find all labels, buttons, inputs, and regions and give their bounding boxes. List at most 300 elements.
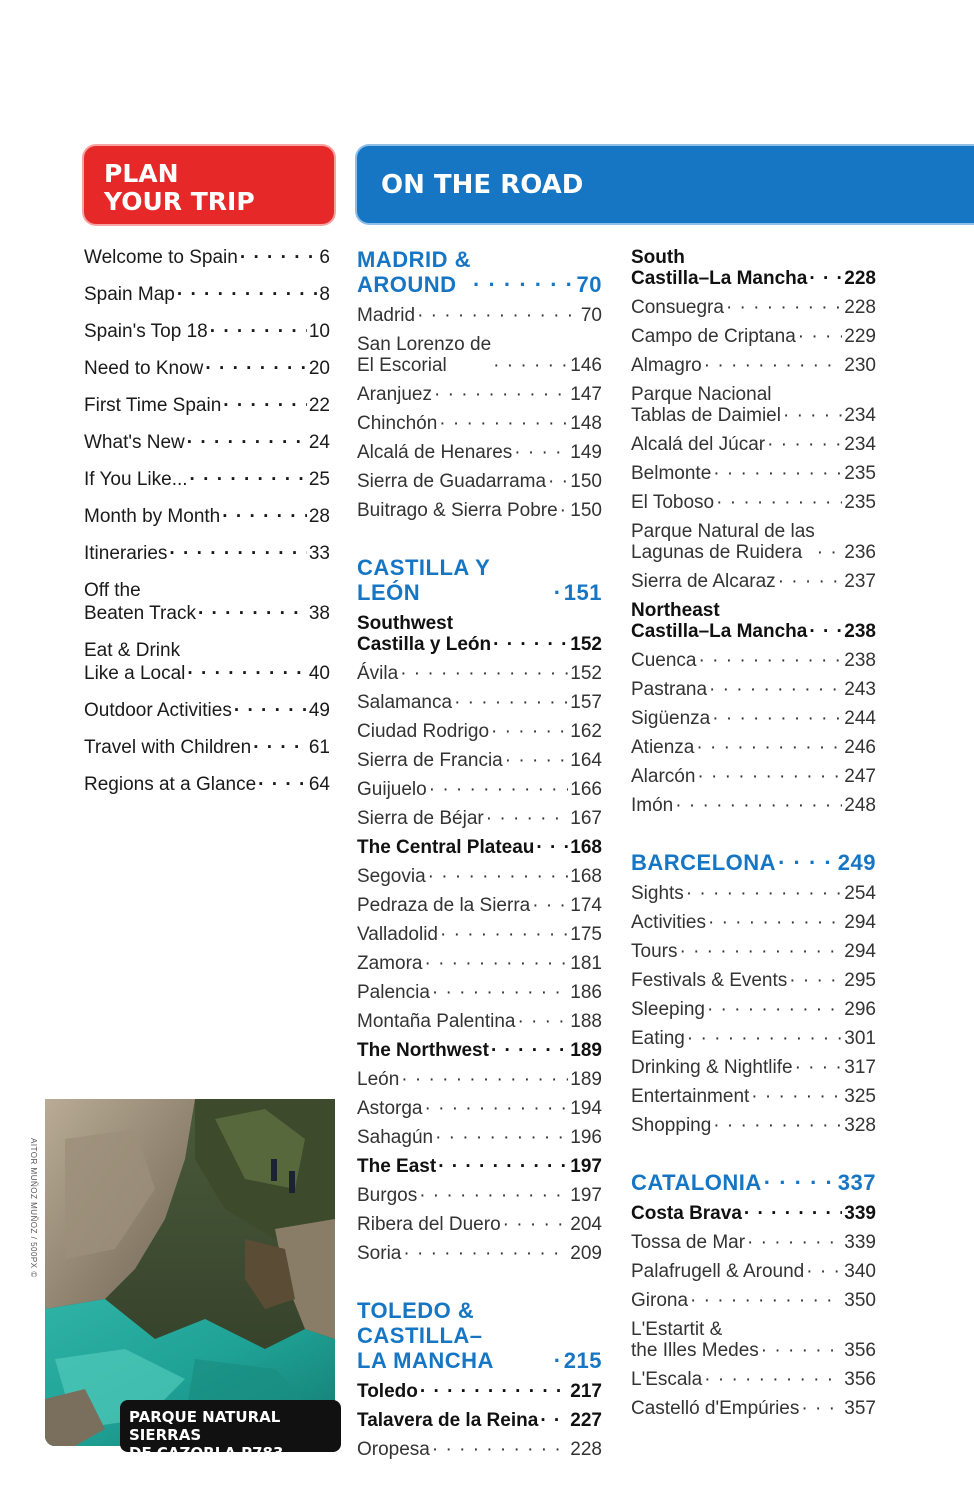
toc-entry[interactable] [357,982,602,1003]
toc-entry-label: Montaña Palentina [357,1011,516,1032]
dot-leader [514,442,568,463]
plan-your-trip-banner: PLAN YOUR TRIP [84,146,334,224]
toc-entry-page: 296 [844,999,876,1020]
toc-entry-page: 244 [844,708,876,729]
toc-entry[interactable] [357,334,602,376]
dot-leader [438,1156,568,1177]
dot-leader [187,662,306,685]
dot-leader [712,708,842,729]
toc-entry-label: First Time Spain [84,395,222,416]
dot-leader [548,471,568,492]
toc-entry[interactable] [357,692,602,713]
section-gap [631,824,876,850]
dot-leader [473,272,575,297]
dot-leader [789,970,842,991]
toc-entry-page: 175 [570,924,602,945]
toc-entry-page: 146 [570,355,602,376]
toc-entry[interactable] [84,736,330,759]
photo-credit: AITOR MUÑOZ MUÑOZ / 500PX © [29,1138,38,1278]
dot-leader [801,1398,842,1419]
toc-entry-label: Parque Nacional Tablas de Daimiel [631,384,781,426]
toc-entry-page: 227 [570,1410,602,1431]
toc-entry-page: 248 [844,795,876,816]
toc-entry[interactable] [631,1398,876,1419]
dot-leader [258,773,307,796]
toc-entry-label: Need to Know [84,358,204,379]
toc-entry-label: Pedraza de la Sierra [357,895,531,916]
toc-entry-label: Ávila [357,663,399,684]
dot-leader [240,246,318,269]
toc-entry[interactable] [357,1040,602,1061]
toc-entry[interactable] [84,246,330,269]
toc-entry-label: Oropesa [357,1439,430,1460]
toc-entry-label: Itineraries [84,543,168,564]
toc-entry[interactable] [357,471,602,492]
toc-entry-label: Almagro [631,355,702,376]
dot-leader [679,941,842,962]
toc-entry-page: 246 [844,737,876,758]
dot-leader [517,1011,568,1032]
dot-leader [435,1127,568,1148]
toc-entry-label: Sigüenza [631,708,711,729]
toc-entry[interactable] [631,795,876,816]
photo-caption: PARQUE NATURAL SIERRAS DE CAZORLA P783 [120,1400,341,1452]
dot-leader [536,837,568,858]
toc-entry[interactable] [84,699,330,722]
toc-entry[interactable] [631,708,876,729]
dot-leader [491,721,568,742]
toc-entry-label: If You Like... [84,469,188,490]
toc-entry-label: Sierra de Alcaraz [631,571,776,592]
toc-entry-label: Pastrana [631,679,708,700]
dot-leader [419,1185,568,1206]
toc-entry[interactable] [357,663,602,684]
toc-entry-page: 234 [844,434,876,455]
dot-leader [493,355,568,376]
toc-entry-page: 235 [844,463,876,484]
section-gap [631,1144,876,1170]
toc-entry-label: Aranjuez [357,384,432,405]
dot-leader [434,384,568,405]
toc-entry-page: 40 [308,663,330,684]
toc-entry-label: Campo de Criptana [631,326,796,347]
toc-entry[interactable] [631,355,876,376]
dot-leader [169,542,306,565]
dot-leader [708,912,842,933]
toc-entry[interactable] [357,721,602,742]
toc-entry-page: 174 [570,895,602,916]
toc-entry-label: San Lorenzo de El Escorial [357,334,492,376]
dot-leader [420,1381,568,1402]
toc-entry-page: 350 [844,1290,876,1311]
toc-entry[interactable] [357,413,602,434]
toc-entry-label: Entertainment [631,1086,750,1107]
dot-leader [554,580,562,605]
dot-leader [817,542,843,563]
toc-entry[interactable] [357,924,602,945]
toc-entry-page: 197 [570,1156,602,1177]
cazorla-river-photo [45,1099,335,1446]
dot-leader [704,355,843,376]
toc-entry[interactable] [357,750,602,771]
dot-leader [744,1203,842,1224]
toc-entry[interactable] [631,600,876,642]
toc-entry[interactable] [631,970,876,991]
dot-leader [540,1410,568,1431]
dot-leader [486,808,569,829]
toc-entry-label: Salamanca [357,692,453,713]
toc-entry[interactable] [357,953,602,974]
dot-leader [675,795,842,816]
toc-entry-label: Palencia [357,982,430,1003]
toc-entry[interactable] [631,766,876,787]
toc-entry[interactable] [84,394,330,417]
toc-entry-label: Buitrago & Sierra Pobre [357,500,558,521]
toc-entry[interactable] [357,1381,602,1402]
toc-entry-page: 357 [844,1398,876,1419]
toc-entry-label: TOLEDO & CASTILLA– LA MANCHA [357,1298,494,1373]
toc-entry-page: 6 [319,247,330,268]
toc-entry[interactable] [357,1069,602,1090]
dot-leader [686,883,842,904]
toc-entry-label: CASTILLA Y LEÓN [357,555,490,605]
toc-entry-page: 243 [844,679,876,700]
toc-entry-label: Madrid [357,305,416,326]
toc-entry[interactable] [631,941,876,962]
toc-entry[interactable] [631,384,876,426]
dot-leader [809,268,842,289]
toc-entry-page: 228 [844,297,876,318]
toc-entry[interactable] [631,571,876,592]
toc-entry[interactable] [357,866,602,887]
toc-entry-page: 228 [570,1439,602,1460]
toc-entry-page: 215 [563,1348,602,1373]
dot-leader [697,766,842,787]
toc-entry-label: Toledo [357,1381,418,1402]
dot-leader [532,895,568,916]
toc-entry-page: 24 [308,432,330,453]
toc-entry-page: 339 [844,1203,876,1224]
toc-entry[interactable] [631,1261,876,1282]
toc-entry[interactable] [357,305,602,326]
toc-entry[interactable] [631,1086,876,1107]
toc-entry[interactable] [631,1369,876,1390]
toc-entry[interactable] [84,579,330,625]
toc-region-heading[interactable] [357,247,602,297]
toc-entry[interactable] [357,1011,602,1032]
toc-entry-page: 238 [844,650,876,671]
toc-entry-page: 254 [844,883,876,904]
toc-entry-label: Sleeping [631,999,705,1020]
toc-entry-label: Consuegra [631,297,724,318]
toc-entry-page: 340 [844,1261,876,1282]
toc-entry[interactable] [631,326,876,347]
toc-entry-page: 356 [844,1369,876,1390]
section-gap [357,1272,602,1298]
toc-entry[interactable] [631,1028,876,1049]
dot-leader [210,320,307,343]
toc-entry[interactable] [357,779,602,800]
toc-entry-page: 61 [308,737,330,758]
toc-entry-page: 188 [570,1011,602,1032]
toc-entry[interactable] [357,808,602,829]
toc-entry[interactable] [84,505,330,528]
toc-region-heading[interactable] [357,1298,602,1373]
toc-entry-page: 152 [570,634,602,655]
toc-entry-page: 229 [844,326,876,347]
toc-entry-page: 197 [570,1185,602,1206]
toc-entry-label: El Toboso [631,492,715,513]
toc-entry-page: 237 [844,571,876,592]
toc-entry-label: The Northwest [357,1040,489,1061]
toc-entry-page: 328 [844,1115,876,1136]
toc-entry[interactable] [357,1410,602,1431]
toc-entry-page: 204 [570,1214,602,1235]
toc-entry[interactable] [631,247,876,289]
toc-entry-label: Alcalá del Júcar [631,434,766,455]
toc-entry[interactable] [357,1098,602,1119]
toc-entry-page: 152 [570,663,602,684]
toc-entry-page: 217 [570,1381,602,1402]
toc-entry-page: 147 [570,384,602,405]
toc-entry[interactable] [84,283,330,306]
toc-entry[interactable] [631,912,876,933]
toc-entry-page: 247 [844,766,876,787]
toc-entry-label: Shopping [631,1115,712,1136]
toc-entry-page: 228 [844,268,876,289]
toc-entry-label: Imón [631,795,674,816]
toc-entry[interactable] [357,1214,602,1235]
toc-entry-label: The Central Plateau [357,837,535,858]
toc-entry-label: Spain Map [84,284,175,305]
dot-leader [761,1340,843,1361]
dot-leader [709,679,842,700]
dot-leader [696,737,842,758]
toc-entry-label: What's New [84,432,185,453]
toc-entry-page: 150 [570,471,602,492]
toc-entry-page: 294 [844,912,876,933]
dot-leader [222,505,307,528]
toc-entry-page: 168 [570,837,602,858]
toc-entry-page: 194 [570,1098,602,1119]
toc-entry-page: 70 [580,305,602,326]
dot-leader [554,1348,562,1373]
toc-entry-page: 20 [308,358,330,379]
toc-entry[interactable] [631,650,876,671]
toc-entry[interactable] [357,613,602,655]
toc-entry-label: Activities [631,912,706,933]
toc-entry-label: Cuenca [631,650,697,671]
toc-entry[interactable] [357,1185,602,1206]
toc-entry-label: CATALONIA [631,1170,762,1195]
toc-region-heading[interactable] [631,850,876,875]
toc-entry-page: 168 [570,866,602,887]
dot-leader [205,357,307,380]
dot-leader [187,431,307,454]
dot-leader [417,305,579,326]
dot-leader [806,1261,842,1282]
toc-entry-page: 295 [844,970,876,991]
dot-leader [454,692,568,713]
toc-entry-label: Off the Beaten Track [84,580,196,624]
toc-entry-label: Valladolid [357,924,438,945]
toc-entry-page: 70 [576,272,602,297]
toc-entry[interactable] [631,434,876,455]
dot-leader [690,1290,842,1311]
dot-leader [505,750,569,771]
on-the-road-banner: ON THE ROAD [357,146,974,223]
toc-entry-label: Eat & Drink Like a Local [84,640,186,684]
on-the-road-contents-column-2 [631,247,876,1427]
toc-entry-label: Palafrugell & Around [631,1261,805,1282]
toc-entry-label: Costa Brava [631,1203,742,1224]
dot-leader [767,434,842,455]
toc-entry-page: 33 [308,543,330,564]
toc-entry-page: 181 [570,953,602,974]
toc-entry-label: Tours [631,941,678,962]
toc-entry[interactable] [631,297,876,318]
toc-entry-page: 186 [570,982,602,1003]
toc-entry[interactable] [631,1319,876,1361]
toc-entry-page: 162 [570,721,602,742]
toc-entry-label: L'Escala [631,1369,703,1390]
toc-entry-label: Sierra de Béjar [357,808,484,829]
toc-entry-label: Sights [631,883,684,904]
toc-entry-label: Parque Natural de las Lagunas de Ruidera [631,521,815,563]
toc-region-heading[interactable] [631,1170,876,1195]
toc-entry[interactable] [84,639,330,685]
toc-entry[interactable] [631,999,876,1020]
dot-leader [716,492,842,513]
toc-entry[interactable] [84,773,330,796]
toc-entry-label: Sierra de Francia [357,750,503,771]
toc-entry-label: Astorga [357,1098,423,1119]
toc-entry-label: Northeast Castilla–La Mancha [631,600,808,642]
toc-entry-label: Girona [631,1290,689,1311]
toc-entry-page: 189 [570,1069,602,1090]
toc-entry-page: 337 [837,1170,876,1195]
dot-leader [432,982,568,1003]
toc-entry-label: Ciudad Rodrigo [357,721,490,742]
toc-entry-page: 236 [844,542,876,563]
toc-entry-page: 294 [844,941,876,962]
toc-entry-page: 189 [570,1040,602,1061]
toc-entry[interactable] [357,500,602,521]
toc-entry-page: 196 [570,1127,602,1148]
toc-entry-page: 301 [844,1028,876,1049]
on-the-road-contents-column-1 [357,247,602,1468]
toc-entry[interactable] [357,1127,602,1148]
dot-leader [783,405,842,426]
dot-leader [440,924,568,945]
toc-entry-label: Segovia [357,866,426,887]
toc-region-heading[interactable] [357,555,602,605]
toc-entry-page: 238 [844,621,876,642]
toc-entry-page: 234 [844,405,876,426]
toc-entry-label: Sierra de Guadarrama [357,471,547,492]
toc-entry-page: 25 [308,469,330,490]
dot-leader [699,650,843,671]
toc-entry[interactable] [631,737,876,758]
toc-entry-label: Burgos [357,1185,418,1206]
dot-leader [751,1086,842,1107]
toc-entry[interactable] [631,521,876,563]
toc-entry-label: MADRID & AROUND [357,247,471,297]
toc-entry-label: Southwest Castilla y León [357,613,492,655]
toc-entry-label: Ribera del Duero [357,1214,501,1235]
dot-leader [190,468,307,491]
toc-entry-page: 49 [308,700,330,721]
toc-entry[interactable] [631,1232,876,1253]
dot-leader [764,1170,836,1195]
toc-entry-page: 151 [563,580,602,605]
toc-entry[interactable] [357,837,602,858]
toc-entry-page: 64 [308,774,330,795]
toc-entry[interactable] [357,442,602,463]
toc-entry-page: 167 [570,808,602,829]
toc-entry[interactable] [631,492,876,513]
toc-entry-page: 230 [844,355,876,376]
toc-entry-page: 166 [570,779,602,800]
toc-entry[interactable] [631,463,876,484]
dot-leader [798,326,843,347]
dot-leader [713,463,842,484]
dot-leader [198,602,307,625]
toc-entry-page: 22 [308,395,330,416]
toc-entry-page: 356 [844,1340,876,1361]
toc-entry[interactable] [631,1290,876,1311]
toc-entry-page: 209 [570,1243,602,1264]
toc-entry[interactable] [631,1057,876,1078]
toc-entry-page: 28 [308,506,330,527]
toc-entry[interactable] [357,895,602,916]
toc-entry-label: Guijuelo [357,779,427,800]
dot-leader [809,621,842,642]
toc-entry-page: 10 [308,321,330,342]
toc-entry-label: Soria [357,1243,402,1264]
toc-entry-label: South Castilla–La Mancha [631,247,808,289]
dot-leader [429,779,569,800]
toc-entry-label: Castelló d'Empúries [631,1398,800,1419]
toc-entry[interactable] [631,883,876,904]
toc-entry-label: Alarcón [631,766,696,787]
toc-entry-label: Welcome to Spain [84,247,238,268]
dot-leader [403,1243,568,1264]
toc-entry-page: 149 [570,442,602,463]
toc-entry[interactable] [84,542,330,565]
toc-entry[interactable] [84,468,330,491]
dot-leader [493,634,568,655]
toc-entry-label: Month by Month [84,506,221,527]
dot-leader [687,1028,842,1049]
toc-entry[interactable] [631,1203,876,1224]
toc-entry[interactable] [631,1115,876,1136]
toc-entry[interactable] [357,384,602,405]
dot-leader [795,1057,843,1078]
toc-entry[interactable] [357,1243,602,1264]
toc-entry[interactable] [84,357,330,380]
dot-leader [778,571,843,592]
toc-entry[interactable] [84,320,330,343]
dot-leader [234,699,307,722]
toc-entry[interactable] [631,679,876,700]
toc-entry-label: Eating [631,1028,685,1049]
toc-entry[interactable] [84,431,330,454]
toc-entry[interactable] [357,1156,602,1177]
toc-entry-label: Belmonte [631,463,712,484]
toc-entry[interactable] [357,1439,602,1460]
toc-entry-label: Festivals & Events [631,970,788,991]
